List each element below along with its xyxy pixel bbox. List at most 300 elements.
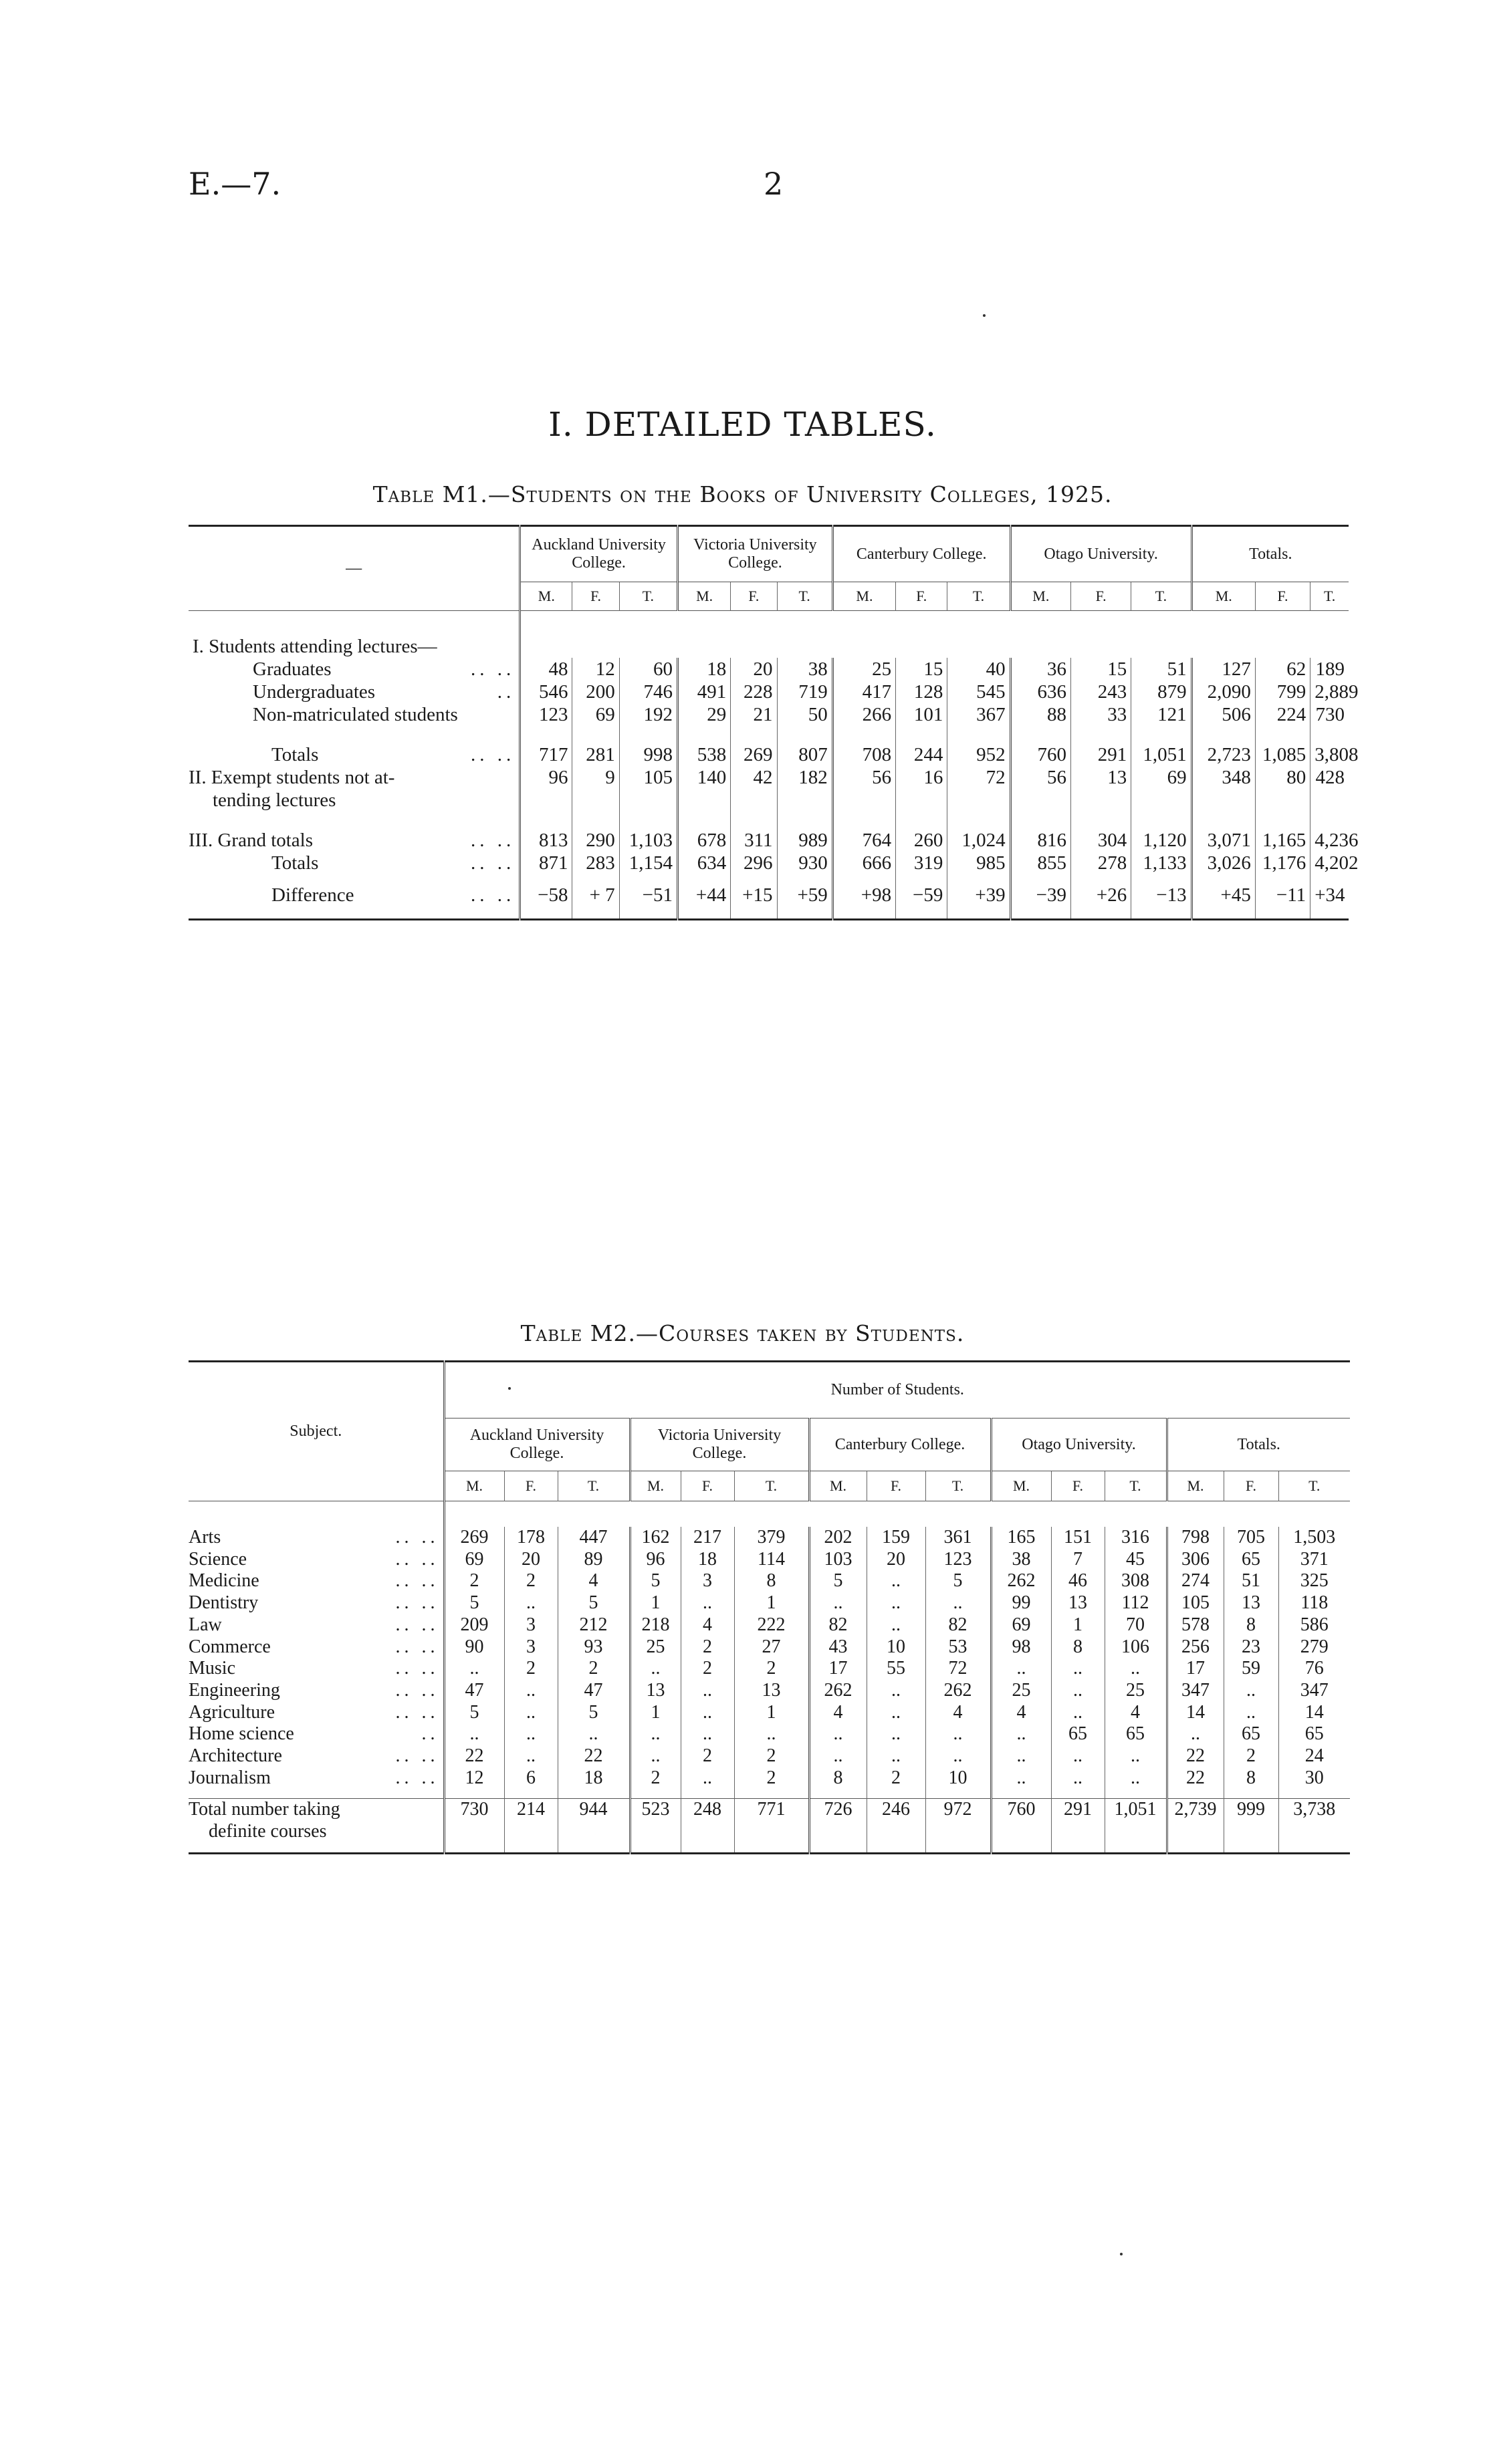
cell-value: 15 [896, 658, 947, 681]
cell-value: 13 [1051, 1592, 1105, 1614]
cell-value: .. [630, 1745, 681, 1767]
cell-value: 813 [520, 829, 572, 852]
leader-dots: .. .. [395, 1527, 439, 1548]
m2-row [189, 1636, 1350, 1658]
cell-value: 25 [1105, 1680, 1167, 1702]
cell-value: 93 [558, 1636, 630, 1658]
cell-value: 159 [867, 1527, 925, 1549]
cell-value: 730 [444, 1799, 504, 1843]
cell-value: .. [1051, 1658, 1105, 1680]
cell-value: 36 [1010, 658, 1070, 681]
leader-dots: .. .. [395, 1767, 439, 1788]
leader-dots: .. .. [470, 658, 516, 680]
table-m1-caption: Table M1.—Students on the Books of University Colleges, 1925. [372, 481, 1113, 507]
cell-value: 23 [1224, 1636, 1278, 1658]
cell-value: 106 [1105, 1636, 1167, 1658]
m2-total-row [189, 1799, 1350, 1843]
speck-mark [1120, 2253, 1123, 2255]
cell-value: 4,202 [1310, 852, 1349, 874]
cell-value: 244 [896, 743, 947, 766]
cell-value: 361 [925, 1527, 991, 1549]
cell-value: .. [809, 1723, 867, 1745]
cell-value: 2 [734, 1767, 809, 1790]
cell-value: 18 [681, 1549, 734, 1571]
cell-value: .. [867, 1570, 925, 1592]
row-label: II. Exempt students not at- [189, 767, 395, 788]
cell-value: 218 [630, 1614, 681, 1636]
cell-value: 760 [1010, 743, 1070, 766]
cell-value: 25 [991, 1680, 1051, 1702]
cell-value: 8 [1051, 1636, 1105, 1658]
row-label: Agriculture [189, 1701, 275, 1723]
cell-value: .. [991, 1745, 1051, 1767]
cell-value: 30 [1278, 1767, 1350, 1790]
cell-value: 45 [1105, 1549, 1167, 1571]
cell-value: 27 [734, 1636, 809, 1658]
cell-value: .. [681, 1702, 734, 1724]
sub-header-m: M. [1191, 582, 1255, 611]
cell-value: 8 [809, 1767, 867, 1790]
cell-value: 22 [1167, 1745, 1224, 1767]
cell-value: 25 [630, 1636, 681, 1658]
sub-header-t: T. [925, 1471, 991, 1501]
leader-dots: .. .. [470, 852, 516, 874]
cell-value: 296 [731, 852, 777, 874]
cell-value: 8 [1224, 1767, 1278, 1790]
cell-value: 2 [681, 1745, 734, 1767]
cell-value: 5 [630, 1570, 681, 1592]
cell-value: 523 [630, 1799, 681, 1843]
cell-value: 4 [991, 1702, 1051, 1724]
cell-value: .. [1224, 1702, 1278, 1724]
cell-value: 545 [947, 681, 1010, 703]
cell-value: 65 [1105, 1723, 1167, 1745]
cell-value: 5 [558, 1592, 630, 1614]
cell-value: 291 [1070, 743, 1131, 766]
cell-value: .. [867, 1614, 925, 1636]
cell-value: 281 [572, 743, 619, 766]
table-m2-caption: Table M2.—Courses taken by Students. [520, 1320, 965, 1346]
cell-value: 306 [1167, 1549, 1224, 1571]
row-label: III. Grand totals [189, 830, 314, 851]
m1-grand-totals-row [189, 829, 1349, 852]
cell-value: 726 [809, 1799, 867, 1843]
cell-value: 38 [777, 658, 832, 681]
cell-value: 260 [896, 829, 947, 852]
cell-value: 13 [734, 1680, 809, 1702]
cell-value: 4 [809, 1702, 867, 1724]
cell-value: 21 [731, 703, 777, 726]
cell-value: 771 [734, 1799, 809, 1843]
cell-value: 3,738 [1278, 1799, 1350, 1843]
cell-value: 2,090 [1191, 681, 1255, 703]
cell-value: .. [681, 1592, 734, 1614]
leader-dots: .. .. [395, 1701, 439, 1723]
cell-value: 20 [731, 658, 777, 681]
cell-value: 112 [1105, 1592, 1167, 1614]
row-label: Graduates [253, 658, 332, 680]
cell-value: 72 [947, 766, 1010, 812]
cell-value: 879 [1131, 681, 1191, 703]
cell-value: 29 [678, 703, 731, 726]
cell-value: .. [1105, 1767, 1167, 1790]
cell-value: 151 [1051, 1527, 1105, 1549]
cell-value: 1,165 [1255, 829, 1310, 852]
cell-value: 20 [867, 1549, 925, 1571]
cell-value: 82 [809, 1614, 867, 1636]
cell-value: 325 [1278, 1570, 1350, 1592]
m1-totals-row [189, 743, 1349, 766]
row-label: Journalism [189, 1767, 271, 1788]
cell-value: .. [630, 1658, 681, 1680]
cell-value: 4 [1105, 1702, 1167, 1724]
cell-value: 719 [777, 681, 832, 703]
cell-value: 2 [504, 1658, 558, 1680]
cell-value: 764 [832, 829, 895, 852]
cell-value: 798 [1167, 1527, 1224, 1549]
cell-value: 546 [520, 681, 572, 703]
m2-row [189, 1592, 1350, 1614]
cell-value: 367 [947, 703, 1010, 726]
m1-previous-totals-row [189, 852, 1349, 874]
cell-value: 2,723 [1191, 743, 1255, 766]
cell-value: 348 [1191, 766, 1255, 812]
cell-value: 985 [947, 852, 1010, 874]
cell-value: +34 [1310, 884, 1349, 906]
cell-value: 90 [444, 1636, 504, 1658]
cell-value: 998 [619, 743, 677, 766]
m2-number-header: Number of Students. [444, 1362, 1350, 1419]
cell-value: 447 [558, 1527, 630, 1549]
cell-value: 347 [1278, 1680, 1350, 1702]
cell-value: 72 [925, 1658, 991, 1680]
cell-value: 491 [678, 681, 731, 703]
speck-mark [983, 314, 986, 317]
cell-value: 214 [504, 1799, 558, 1843]
cell-value: 88 [1010, 703, 1070, 726]
cell-value: .. [991, 1767, 1051, 1790]
cell-value: 666 [832, 852, 895, 874]
cell-value: .. [1105, 1658, 1167, 1680]
sub-header-t: T. [1310, 582, 1349, 611]
cell-value: .. [991, 1658, 1051, 1680]
row-label: Total number taking [189, 1799, 340, 1820]
m2-row [189, 1745, 1350, 1767]
cell-value: 308 [1105, 1570, 1167, 1592]
cell-value: 65 [1224, 1549, 1278, 1571]
cell-value: 3 [504, 1614, 558, 1636]
leader-dots: .. [421, 1723, 439, 1745]
sub-header-f: F. [572, 582, 619, 611]
cell-value: 202 [809, 1527, 867, 1549]
cell-value: .. [867, 1680, 925, 1702]
cell-value: 51 [1224, 1570, 1278, 1592]
m1-group-canterbury: Canterbury College. [832, 526, 1010, 582]
cell-value: 178 [504, 1527, 558, 1549]
m2-group-otago: Otago University. [991, 1419, 1167, 1471]
cell-value: 60 [619, 658, 677, 681]
leader-dots: .. .. [470, 744, 516, 765]
m1-row [189, 658, 1349, 681]
row-label: Arts [189, 1527, 221, 1548]
cell-value: 6 [504, 1767, 558, 1790]
leader-dots: .. .. [395, 1548, 439, 1570]
cell-value: 70 [1105, 1614, 1167, 1636]
m1-row [189, 703, 1349, 726]
m2-row [189, 1570, 1350, 1592]
cell-value: 246 [867, 1799, 925, 1843]
cell-value: 13 [630, 1680, 681, 1702]
cell-value: 22 [444, 1745, 504, 1767]
cell-value: .. [1051, 1702, 1105, 1724]
cell-value: +44 [678, 884, 731, 906]
cell-value: 16 [896, 766, 947, 812]
cell-value: 82 [925, 1614, 991, 1636]
cell-value: 89 [558, 1549, 630, 1571]
cell-value: 56 [1010, 766, 1070, 812]
speck-mark [508, 1387, 511, 1390]
cell-value: 283 [572, 852, 619, 874]
page-reference: E.—7. [189, 166, 281, 202]
cell-value: .. [504, 1702, 558, 1724]
cell-value: 3,071 [1191, 829, 1255, 852]
cell-value: 636 [1010, 681, 1070, 703]
m1-blank-header: — [189, 526, 520, 611]
cell-value: 1,120 [1131, 829, 1191, 852]
cell-value: 7 [1051, 1549, 1105, 1571]
cell-value: 506 [1191, 703, 1255, 726]
m1-row [189, 681, 1349, 703]
cell-value: 1,024 [947, 829, 1010, 852]
m2-row [189, 1767, 1350, 1790]
row-label: Architecture [189, 1745, 282, 1767]
cell-value: +39 [947, 884, 1010, 906]
leader-dots: .. .. [395, 1614, 439, 1635]
cell-value: 1,176 [1255, 852, 1310, 874]
cell-value: .. [991, 1723, 1051, 1745]
cell-value: 1 [630, 1592, 681, 1614]
cell-value: −58 [520, 884, 572, 906]
cell-value: 13 [1070, 766, 1131, 812]
cell-value: 40 [947, 658, 1010, 681]
leader-dots: .. .. [470, 830, 516, 851]
cell-value: 65 [1278, 1723, 1350, 1745]
cell-value: 952 [947, 743, 1010, 766]
cell-value: 3,808 [1310, 743, 1349, 766]
cell-value: 5 [444, 1592, 504, 1614]
cell-value: 371 [1278, 1549, 1350, 1571]
row-label: Commerce [189, 1636, 271, 1657]
m1-section-label: I. Students attending lectures— [193, 636, 437, 657]
cell-value: 269 [444, 1527, 504, 1549]
sub-header-m: M. [1167, 1471, 1224, 1501]
m2-subject-header: Subject. [189, 1362, 444, 1501]
cell-value: 2 [867, 1767, 925, 1790]
cell-value: −59 [896, 884, 947, 906]
cell-value: 1,133 [1131, 852, 1191, 874]
m2-row [189, 1527, 1350, 1549]
page-title: I. DETAILED TABLES. [548, 405, 937, 444]
sub-header-t: T. [558, 1471, 630, 1501]
cell-value: 62 [1255, 658, 1310, 681]
cell-value: 989 [777, 829, 832, 852]
sub-header-t: T. [1105, 1471, 1167, 1501]
cell-value: +45 [1191, 884, 1255, 906]
leader-dots: .. .. [395, 1592, 439, 1614]
cell-value: .. [504, 1723, 558, 1745]
cell-value: −51 [619, 884, 677, 906]
cell-value: 5 [444, 1702, 504, 1724]
m2-row [189, 1549, 1350, 1571]
cell-value: 807 [777, 743, 832, 766]
cell-value: .. [867, 1745, 925, 1767]
cell-value: 1,103 [619, 829, 677, 852]
cell-value: 3 [681, 1570, 734, 1592]
cell-value: 38 [991, 1549, 1051, 1571]
cell-value: −39 [1010, 884, 1070, 906]
cell-value: 18 [558, 1767, 630, 1790]
cell-value: .. [681, 1723, 734, 1745]
m2-row [189, 1658, 1350, 1680]
row-label: Non-matriculated students [253, 704, 458, 725]
cell-value: 538 [678, 743, 731, 766]
cell-value: .. [734, 1723, 809, 1745]
cell-value: 15 [1070, 658, 1131, 681]
row-label: Difference [271, 884, 354, 906]
row-label: Music [189, 1658, 235, 1679]
cell-value: 14 [1167, 1702, 1224, 1724]
cell-value: 99 [991, 1592, 1051, 1614]
row-label: Engineering [189, 1679, 280, 1701]
cell-value: 2 [681, 1636, 734, 1658]
row-label: Home science [189, 1723, 294, 1745]
cell-value: 8 [1224, 1614, 1278, 1636]
cell-value: 222 [734, 1614, 809, 1636]
row-label: Science [189, 1548, 247, 1570]
cell-value: 59 [1224, 1658, 1278, 1680]
cell-value: 678 [678, 829, 731, 852]
cell-value: .. [1051, 1745, 1105, 1767]
sub-header-m: M. [520, 582, 572, 611]
m2-row [189, 1702, 1350, 1724]
sub-header-f: F. [1051, 1471, 1105, 1501]
cell-value: 10 [925, 1767, 991, 1790]
cell-value: 13 [1224, 1592, 1278, 1614]
cell-value: .. [925, 1745, 991, 1767]
cell-value: 114 [734, 1549, 809, 1571]
cell-value: 274 [1167, 1570, 1224, 1592]
cell-value: 18 [678, 658, 731, 681]
cell-value: 2 [1224, 1745, 1278, 1767]
cell-value: 25 [832, 658, 895, 681]
cell-value: 65 [1051, 1723, 1105, 1745]
cell-value: 105 [1167, 1592, 1224, 1614]
cell-value: 69 [991, 1614, 1051, 1636]
cell-value: 47 [444, 1680, 504, 1702]
cell-value: .. [867, 1723, 925, 1745]
cell-value: .. [504, 1680, 558, 1702]
cell-value: 123 [520, 703, 572, 726]
cell-value: 262 [991, 1570, 1051, 1592]
cell-value: 855 [1010, 852, 1070, 874]
cell-value: .. [1051, 1680, 1105, 1702]
m2-row [189, 1680, 1350, 1702]
cell-value: 2 [630, 1767, 681, 1790]
cell-value: 65 [1224, 1723, 1278, 1745]
cell-value: .. [444, 1658, 504, 1680]
cell-value: 14 [1278, 1702, 1350, 1724]
cell-value: 1 [734, 1702, 809, 1724]
row-label-continued: definite courses [209, 1821, 327, 1842]
sub-header-f: F. [731, 582, 777, 611]
cell-value: +98 [832, 884, 895, 906]
cell-value: 311 [731, 829, 777, 852]
cell-value: 43 [809, 1636, 867, 1658]
cell-value: 2 [734, 1658, 809, 1680]
sub-header-t: T. [1278, 1471, 1350, 1501]
sub-header-m: M. [809, 1471, 867, 1501]
cell-value: 165 [991, 1527, 1051, 1549]
sub-header-m: M. [444, 1471, 504, 1501]
cell-value: 2 [681, 1658, 734, 1680]
row-label: Undergraduates [253, 681, 376, 703]
cell-value: 5 [558, 1702, 630, 1724]
cell-value: 80 [1255, 766, 1310, 812]
sub-header-f: F. [1224, 1471, 1278, 1501]
cell-value: +59 [777, 884, 832, 906]
m2-group-auckland: Auckland University College. [444, 1419, 630, 1471]
sub-header-t: T. [619, 582, 677, 611]
m2-group-victoria: Victoria University College. [630, 1419, 809, 1471]
row-label: Law [189, 1614, 222, 1635]
cell-value: .. [1105, 1745, 1167, 1767]
cell-value: 209 [444, 1614, 504, 1636]
cell-value: 53 [925, 1636, 991, 1658]
cell-value: .. [681, 1767, 734, 1790]
cell-value: 20 [504, 1549, 558, 1571]
cell-value: 56 [832, 766, 895, 812]
cell-value: 10 [867, 1636, 925, 1658]
table-m1 [189, 525, 1359, 920]
cell-value: 2,739 [1167, 1799, 1224, 1843]
cell-value: 1,085 [1255, 743, 1310, 766]
cell-value: 705 [1224, 1527, 1278, 1549]
cell-value: 8 [734, 1570, 809, 1592]
cell-value: .. [809, 1592, 867, 1614]
sub-header-t: T. [947, 582, 1010, 611]
cell-value: 98 [991, 1636, 1051, 1658]
cell-value: 266 [832, 703, 895, 726]
cell-value: 46 [1051, 1570, 1105, 1592]
row-label: Totals [271, 852, 319, 874]
cell-value: 212 [558, 1614, 630, 1636]
row-label: Medicine [189, 1570, 259, 1592]
leader-dots: .. .. [395, 1570, 439, 1592]
cell-value: 417 [832, 681, 895, 703]
cell-value: 123 [925, 1549, 991, 1571]
cell-value: 51 [1131, 658, 1191, 681]
m2-group-canterbury: Canterbury College. [809, 1419, 991, 1471]
cell-value: 50 [777, 703, 832, 726]
cell-value: 127 [1191, 658, 1255, 681]
cell-value: 76 [1278, 1658, 1350, 1680]
row-label: Dentistry [189, 1592, 259, 1614]
cell-value: 2 [734, 1745, 809, 1767]
cell-value: 379 [734, 1527, 809, 1549]
cell-value: .. [809, 1745, 867, 1767]
sub-header-f: F. [896, 582, 947, 611]
cell-value: 586 [1278, 1614, 1350, 1636]
